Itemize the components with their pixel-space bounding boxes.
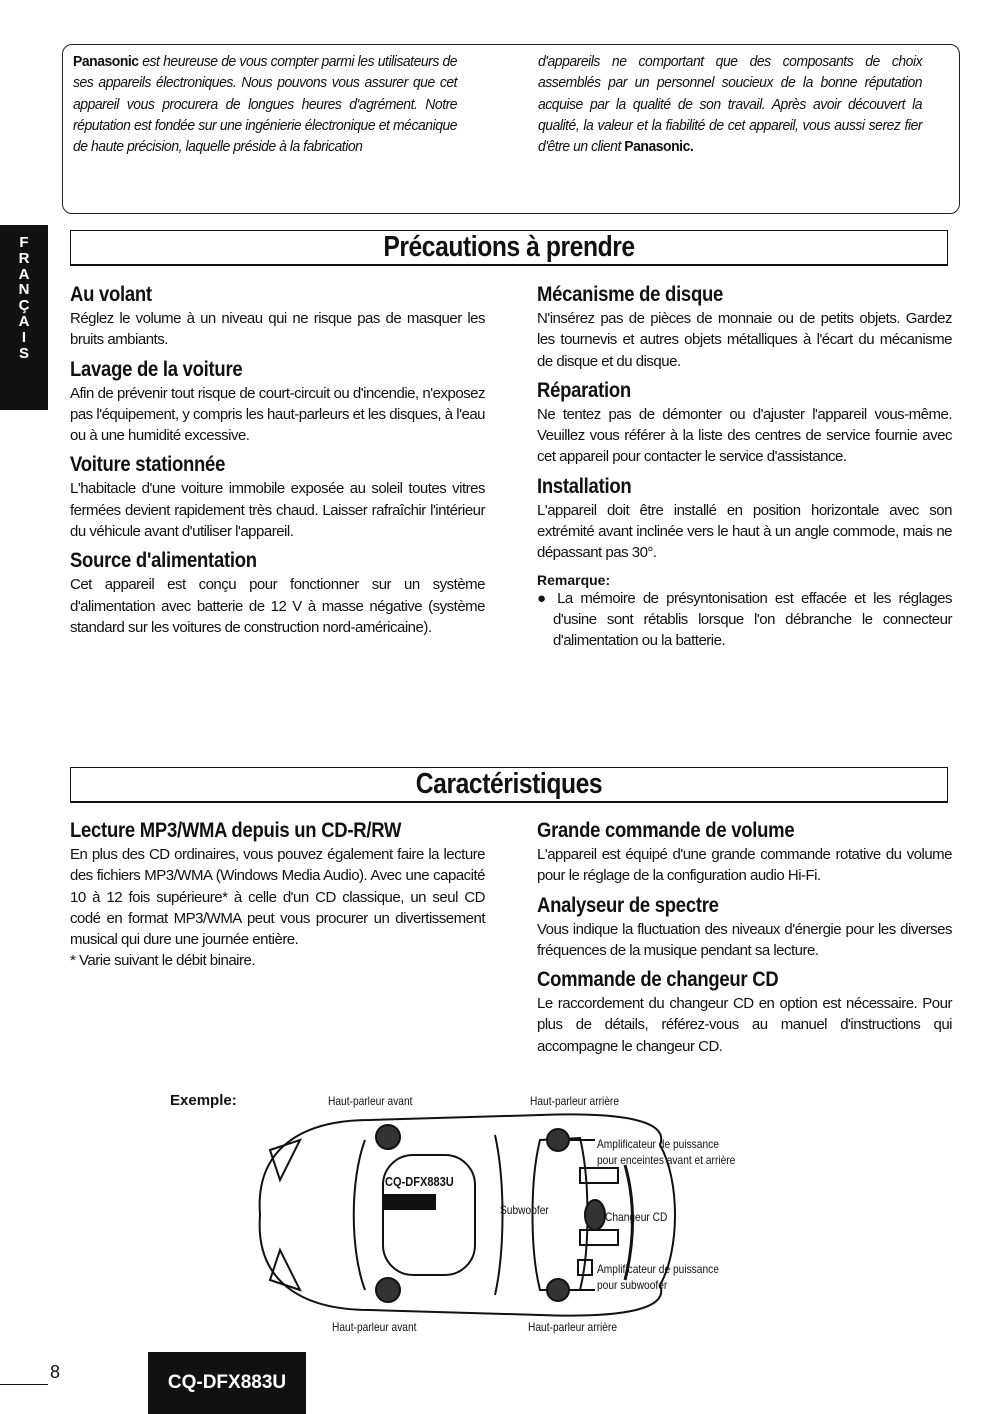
label-front-speaker-top: Haut-parleur avant [328,1094,413,1108]
subsection-text: L'appareil doit être installé en position horizontale avec son extrémité avant inclinée vers le haut à un angle commode, mais ne dépassant pas 30°. [537,501,952,562]
subsection-heading: Lavage de la voiture [70,357,243,381]
subsection-heading: Commande de changeur CD [537,968,779,992]
subsection-text: L'habitacle d'une voiture immobile exposée au soleil toutes vitres fermées devient rapidement très chaud. Laisser rafraîchir l'intérieur du véhicule avant d'utiliser l'appareil. [70,480,485,541]
remark-text: ● La mémoire de présyntonisation est effacée et les réglages d'usine sont rétablis lorsque l'on débranche le connecteur d'alimentation ou la batterie. [537,589,952,650]
subsection-text: Réglez le volume à un niveau qui ne risque pas de masquer les bruits ambiants. [70,310,485,349]
subsection-text: Vous indique la fluctuation des niveaux d'énergie pour les diverses fréquences de la musique pendant sa lecture. [537,920,952,959]
intro-left: Panasonic est heureuse de vous compter parmi les utilisateurs de ses appareils électroniques. Nous pouvons vous assurer que cet appareil vous procurera de longues heures d'agrément. Notre réputation est fondée sur une ingénierie électronique et mécanique de haute précision, laquelle préside à la fabrication [73,53,458,156]
label-rear-speaker-bottom: Haut-parleur arrière [528,1320,618,1334]
subsection-heading: Lecture MP3/WMA depuis un CD-R/RW [70,819,402,842]
car-diagram [240,1090,800,1340]
subsection-heading: Réparation [537,378,631,402]
subsection-text: Cet appareil est conçu pour fonctionner sur un système d'alimentation avec batterie de 12 V à masse négative (système standard sur les voitures de construction nord-américaine). [70,576,485,636]
tab-letter: S [18,344,29,362]
label-subwoofer: Subwoofer [500,1203,549,1217]
section-title: Précautions à prendre [383,231,635,263]
tab-letter: F [19,234,29,251]
remark-label: Remarque: [537,571,611,588]
subsection-text: N'insérez pas de pièces de monnaie ou de petits objets. Gardez les tournevis et autres objets métalliques à l'écart du mécanisme de disque et du disque. [537,310,952,370]
label-amp-speakers-2: pour enceintes avant et arrière [597,1153,736,1167]
features-left-column [70,812,485,972]
label-cd-changer: Changeur CD [605,1210,668,1224]
precautions-left-column [70,276,485,638]
tab-letter: R [18,249,30,267]
label-amp-subwoofer-2: pour subwoofer [597,1278,668,1292]
label-amp-subwoofer: Amplificateur de puissance [597,1262,719,1276]
remark-bullet: La mémoire de présyntonisation est effacée et les réglages d'usine sont rétablis lorsque l'on débranche le connecteur d'alimentation ou la batterie. [553,589,952,650]
subsection-heading: Grande commande de volume [537,819,795,842]
tab-letter: N [18,281,30,299]
subsection-heading: Au volant [70,283,152,306]
subsection-heading: Installation [537,474,632,498]
label-rear-speaker-top: Haut-parleur arrière [530,1094,620,1108]
footnote: * Varie suivant le débit binaire. [70,952,256,970]
tab-letter: Ç [18,297,30,315]
intro-right: d'appareils ne comportant que des composants de choix assemblés par un personnel soucieux de la bonne réputation acquise par la qualité de son travail. Après avoir découvert la qualité, la valeur et la fiabilité de cet appareil, vous aussi serez fier d'être un client Panasonic. [538,53,923,156]
precautions-title-box [70,230,948,266]
tab-letter: A [18,265,30,283]
features-right-column [537,812,952,1057]
label-front-speaker-bottom: Haut-parleur avant [332,1320,417,1334]
label-amp-speakers: Amplificateur de puissance [597,1137,719,1151]
features-title-box [70,767,948,803]
section-title: Caractéristiques [415,768,603,800]
page-number: 8 [50,1362,61,1382]
tab-letter: I [21,328,27,346]
example-label: Exemple: [170,1092,237,1109]
tab-letter: A [18,312,30,330]
subsection-heading: Mécanisme de disque [537,283,724,306]
footer-rule [0,1384,48,1385]
precautions-right-column [537,276,952,652]
subsection-text: Ne tentez pas de démonter ou d'ajuster l'appareil vous-même. Veuillez vous référer à la liste des centres de service fournie avec cet appareil pour contacter le service d'assistance. [537,405,952,466]
language-tab [0,225,48,410]
intro-box [62,44,960,214]
subsection-heading: Analyseur de spectre [537,893,719,917]
subsection-text: L'appareil est équipé d'une grande commande rotative du volume pour le réglage de la configuration audio Hi-Fi. [537,846,952,885]
subsection-text: Le raccordement du changeur CD en option est nécessaire. Pour plus de détails, référez-vous au manuel d'instructions qui accompagne le changeur CD. [537,995,952,1055]
model-badge: CQ-DFX883U [148,1352,306,1414]
subsection-heading: Voiture stationnée [70,453,226,477]
label-head-unit: CQ-DFX883U [385,1174,454,1189]
subsection-text: Afin de prévenir tout risque de court-circuit ou d'incendie, n'exposez pas l'équipement, y compris les haut-parleurs et les disques, à l'eau ou à une humidité excessive. [70,384,485,445]
subsection-heading: Source d'alimentation [70,549,257,573]
subsection-text: En plus des CD ordinaires, vous pouvez également faire la lecture des fichiers MP3/WMA (Windows Media Audio). Avec une capacité 10 à 12 fois supérieure* à celle d'un CD classique, un seul CD codé en format MP3/WMA peut vous procurer un divertissement musical qui dure une journée entière. [70,846,485,949]
